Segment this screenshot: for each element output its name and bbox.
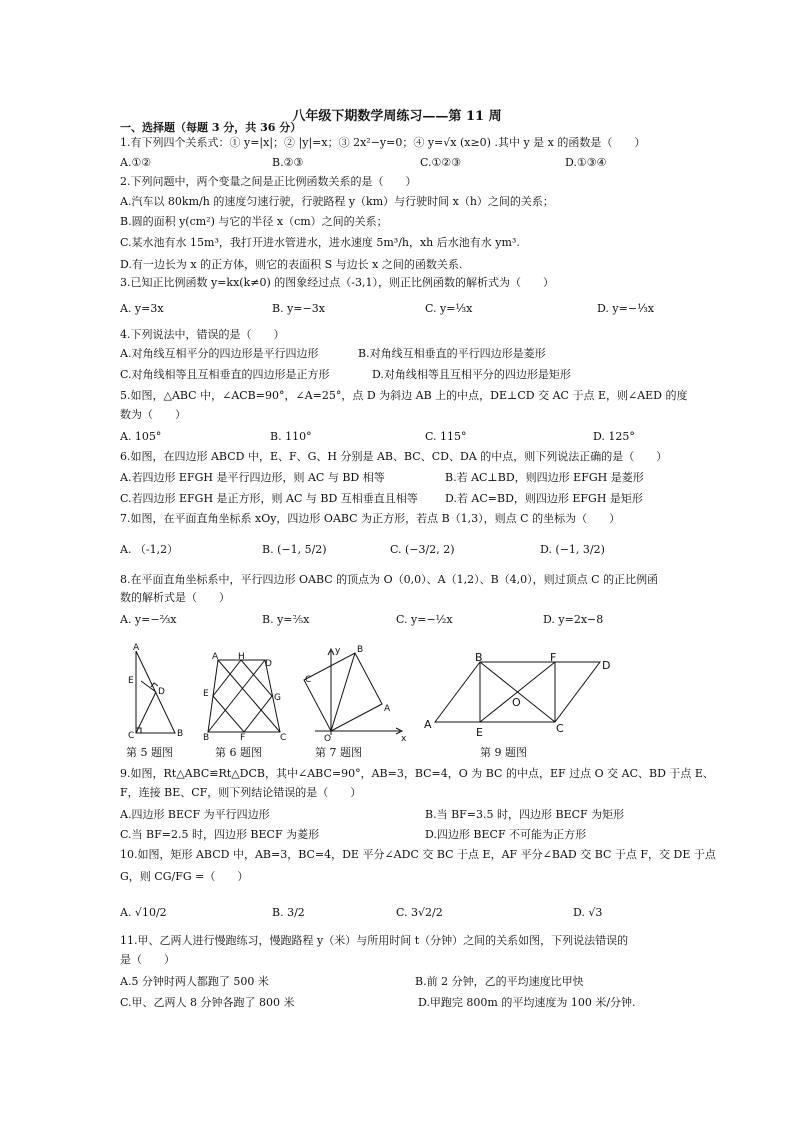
q11-stem: 11.甲、乙两人进行慢跑练习，慢跑路程 y（米）与所用时间 t（分钟）之间的关系如图，下列说法错误的 [120, 934, 629, 947]
caption-fig5: 第 5 题图 [126, 746, 173, 759]
q7-stem: 7.如图，在平面直角坐标系 xOy，四边形 OABC 为正方形，若点 B（1,3），则点 C 的坐标为（ ） [120, 512, 621, 525]
fig6-label-A: A [212, 652, 219, 662]
fig5-label-E: E [128, 676, 134, 686]
q5-option-c: C. 115° [425, 430, 467, 443]
q7-option-c: C. (−3/2, 2) [390, 543, 455, 556]
q10-option-d: D. √3 [573, 906, 603, 919]
fig9-label-E: E [476, 726, 483, 739]
fig9-label-B: B [475, 651, 483, 664]
q8-option-d: D. y=2x−8 [543, 613, 604, 626]
q7-option-a: A. （-1,2） [120, 543, 179, 556]
q9-option-d: D.四边形 BECF 不可能为正方形 [425, 828, 587, 841]
q9-option-c: C.当 BF=2.5 时，四边形 BECF 为菱形 [120, 828, 320, 841]
q2-option-a: A.汽车以 80km/h 的速度匀速行驶，行驶路程 y（km）与行驶时间 x（h）之间的关系； [120, 195, 554, 208]
fig9-label-O: O [512, 696, 521, 709]
caption-fig6: 第 6 题图 [215, 746, 262, 759]
q8-stem-cont: 数的解析式是（ ） [120, 591, 230, 604]
q11-stem-cont: 是（ ） [120, 953, 175, 966]
q11-option-c: C.甲、乙两人 8 分钟各跑了 800 米 [120, 996, 295, 1009]
q7-option-b: B. (−1, 5/2) [262, 543, 327, 556]
q5-option-a: A. 105° [120, 430, 162, 443]
fig9-label-A: A [424, 718, 432, 731]
figure-7 [300, 643, 410, 743]
fig6-label-B: B [203, 733, 210, 740]
q2-option-b: B.圆的面积 y(cm²) 与它的半径 x（cm）之间的关系； [120, 215, 388, 228]
q1-option-a: A.①② [120, 156, 152, 169]
q8-option-b: B. y=⅖x [262, 613, 310, 626]
fig6-label-F: F [240, 733, 246, 740]
q5-option-d: D. 125° [593, 430, 635, 443]
q10-option-b: B. 3/2 [272, 906, 305, 919]
q4-option-b: B.对角线互相垂直的平行四边形是菱形 [358, 347, 546, 360]
figure-9 [420, 650, 620, 740]
q2-option-c: C.某水池有水 15m³，我打开进水管进水，进水速度 5m³/h，xh 后水池有水 ym³. [120, 236, 520, 249]
q4-option-a: A.对角线互相平分的四边形是平行四边形 [120, 347, 319, 360]
q6-option-c: C.若四边形 EFGH 是正方形，则 AC 与 BD 互相垂直且相等 [120, 492, 418, 505]
fig6-label-H: H [238, 652, 245, 662]
q11-option-b: B.前 2 分钟，乙的平均速度比甲快 [415, 975, 584, 988]
q3-option-c: C. y=⅓x [425, 302, 473, 315]
fig7-label-x: x [401, 734, 407, 743]
q6-option-a: A.若四边形 EFGH 是平行四边形，则 AC 与 BD 相等 [120, 471, 385, 484]
fig9-label-C: C [556, 722, 564, 735]
fig5-label-A: A [133, 643, 140, 653]
q4-option-c: C.对角线相等且互相垂直的四边形是正方形 [120, 368, 330, 381]
figure-5 [125, 643, 190, 743]
fig6-label-D: D [265, 659, 272, 669]
q5-stem: 5.如图，△ABC 中，∠ACB=90°，∠A=25°，点 D 为斜边 AB 上的中点，DE⊥CD 交 AC 于点 E，则∠AED 的度 [120, 389, 688, 402]
q1-stem: 1.有下列四个关系式：① y=|x|；② |y|=x；③ 2x²−y=0；④ y=√x (x≥0) .其中 y 是 x 的函数是（ ） [120, 136, 646, 149]
q6-stem: 6.如图，在四边形 ABCD 中，E、F、G、H 分别是 AB、BC、CD、DA 的中点，则下列说法正确的是（ ） [120, 450, 668, 463]
q5-stem-cont: 数为（ ） [120, 408, 186, 421]
q10-stem: 10.如图，矩形 ABCD 中，AB=3，BC=4，DE 平分∠ADC 交 BC 于点 E，AF 平分∠BAD 交 BC 于点 F，交 DE 于点 [120, 848, 716, 861]
q6-option-b: B.若 AC⊥BD，则四边形 EFGH 是菱形 [445, 471, 644, 484]
q2-option-d: D.有一边长为 x 的正方体，则它的表面积 S 与边长 x 之间的函数关系. [120, 258, 463, 271]
figure-6 [200, 650, 292, 740]
q5-option-b: B. 110° [270, 430, 312, 443]
q6-option-d: D.若 AC=BD，则四边形 EFGH 是矩形 [445, 492, 643, 505]
fig7-label-A: A [384, 704, 391, 714]
q10-stem-cont: G，则 CG/FG =（ ） [120, 870, 249, 883]
q9-option-a: A.四边形 BECF 为平行四边形 [120, 808, 270, 821]
q3-stem: 3.已知正比例函数 y=kx(k≠0) 的图象经过点（-3,1），则正比例函数的解析式为（ ） [120, 276, 554, 289]
q1-option-d: D.①③④ [565, 156, 607, 169]
q1-option-b: B.②③ [272, 156, 304, 169]
q7-option-d: D. (−1, 3/2) [540, 543, 605, 556]
q10-option-a: A. √10/2 [120, 906, 167, 919]
q8-option-c: C. y=−½x [396, 613, 453, 626]
q3-option-a: A. y=3x [120, 302, 164, 315]
q4-stem: 4.下列说法中，错误的是（ ） [120, 328, 285, 341]
q3-option-b: B. y=−3x [272, 302, 325, 315]
section-heading: 一、选择题（每题 3 分，共 36 分） [120, 121, 302, 134]
fig5-label-B: B [177, 729, 184, 739]
fig6-label-G: G [274, 693, 281, 703]
q4-option-d: D.对角线相等且互相平分的四边形是矩形 [372, 368, 571, 381]
q8-option-a: A. y=−⅔x [120, 613, 177, 626]
fig6-label-E: E [203, 689, 209, 699]
fig5-label-C: C [128, 731, 135, 741]
q11-option-d: D.甲跑完 800m 的平均速度为 100 米/分钟. [418, 996, 636, 1009]
fig5-label-D: D [158, 687, 165, 697]
q10-option-c: C. 3√2/2 [396, 906, 443, 919]
page-title: 八年级下期数学周练习——第 11 周 [292, 109, 502, 124]
fig6-label-C: C [280, 733, 287, 740]
fig7-label-y: y [335, 646, 341, 656]
fig9-label-F: F [550, 651, 557, 664]
q3-option-d: D. y=−⅓x [597, 302, 654, 315]
q1-option-c: C.①②③ [420, 156, 462, 169]
q8-stem: 8.在平面直角坐标系中，平行四边形 OABC 的顶点为 O（0,0）、A（1,2）、B（4,0），则过顶点 C 的正比例函 [120, 573, 659, 586]
fig7-label-B: B [357, 645, 364, 655]
q11-option-a: A.5 分钟时两人都跑了 500 米 [120, 975, 269, 988]
q9-stem-cont: F，连接 BE、CF，则下列结论错误的是（ ） [120, 786, 362, 799]
caption-fig7: 第 7 题图 [315, 746, 362, 759]
q9-stem: 9.如图，Rt△ABC≌Rt△DCB，其中∠ABC=90°，AB=3，BC=4，O 为 BC 的中点，EF 过点 O 交 AC、BD 于点 E、 [120, 767, 714, 780]
caption-fig9: 第 9 题图 [480, 746, 527, 759]
fig7-label-O: O [324, 734, 332, 743]
q2-stem: 2.下列问题中，两个变量之间是正比例函数关系的是（ ） [120, 175, 417, 188]
fig9-label-D: D [602, 659, 611, 672]
fig7-label-C: C [305, 675, 312, 685]
q9-option-b: B.当 BF=3.5 时，四边形 BECF 为矩形 [425, 808, 625, 821]
